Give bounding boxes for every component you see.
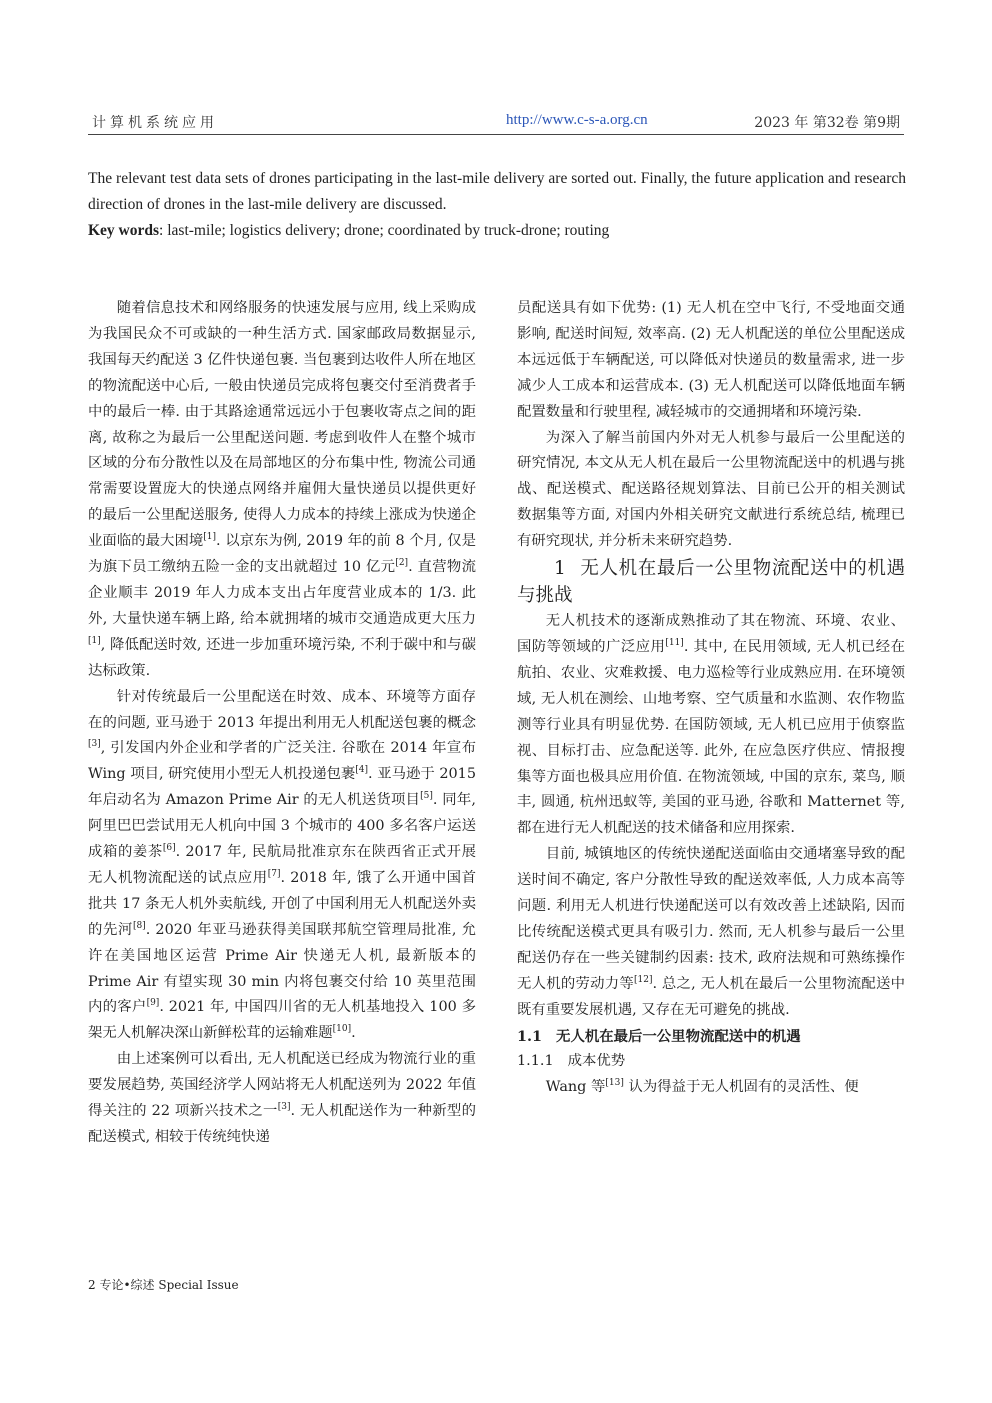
citation-link[interactable]: [7]: [267, 868, 281, 879]
paragraph: 随着信息技术和网络服务的快速发展与应用, 线上采购成为我国民众不可或缺的一种生活方式. 国家邮政局数据显示, 我国每天约配送 3 亿件快递包裹. 当包裹到达收件人所在地区的物流配送中心后, 一般由快递员完成将包裹交付至消费者手中的最后一棒. 由于其路途通常远远小于包裹收寄点之间的距离, 故称之为最后一公里配送问题. 考虑到收件人在整个城市区域的分布分散性以及在局部地区的分布集中性, 物流公司通常需要设置庞大的快递点网络并雇佣大量快递员以提供更好的最后一公里配送服务, 使得人力成本的持续上涨成为快递企业面临的最大困境[1]. 以京东为例, 2019 年的前 8 个月, 仅是为旗下员工缴纳五险一金的支出就超过 10 亿元[2]. 直营物流企业顺丰 2019 年人力成本支出占年度营业成本的 1/3. 此外, 大量快递车辆上路, 给本就拥堵的城市交通造成更大压力[1], 降低配送时效, 还进一步加重环境污染, 不利于碳中和与碳达标政策.: [88, 300, 476, 679]
section-heading: 1 无人机在最后一公里物流配送中的机遇与挑战: [517, 558, 905, 607]
issue-info: 2023 年 第32卷 第9期: [754, 115, 900, 131]
citation-link[interactable]: [5]: [420, 791, 433, 802]
citation-link[interactable]: [9]: [146, 998, 160, 1009]
paragraph: 为深入了解当前国内外对无人机参与最后一公里配送的研究情况, 本文从无人机在最后一公里物流配送中的机遇与挑战、配送模式、配送路径规划算法、目前已公开的相关测试数据集等方面, 对国内外相关研究文献进行系统总结, 梳理已有研究现状, 并分析未来研究趋势.: [517, 429, 905, 550]
keywords-text: : last-mile; logistics delivery; drone; coordinated by truck-drone; routing: [159, 222, 610, 239]
citation-link[interactable]: [1]: [203, 532, 217, 543]
abstract-text: The relevant test data sets of drones participating in the last-mile delivery are sorted out. Finally, the future application and research direction of drones in the last-mile delivery are discussed.: [88, 170, 906, 213]
citation-link[interactable]: [1]: [88, 635, 101, 646]
subsubsection-heading: 1.1.1 成本优势: [517, 1053, 626, 1070]
paragraph: 由上述案例可以看出, 无人机配送已经成为物流行业的重要发展趋势, 英国经济学人网站将无人机配送列为 2022 年值得关注的 22 项新兴技术之一[3]. 无人机配送作为一种新型的配送模式, 相较于传统纯快递: [88, 1051, 476, 1145]
journal-url-link[interactable]: http://www.c-s-a.org.cn: [506, 112, 648, 128]
header-divider: [88, 134, 904, 135]
paragraph: 无人机技术的逐渐成熟推动了其在物流、环境、农业、国防等领域的广泛应用[11]. 其中, 在民用领域, 无人机已经在航拍、农业、灾难救援、电力巡检等行业成熟应用. 在环境领域, 无人机在测绘、山地考察、空气质量和水监测、农作物监测等行业具有明显优势. 在国防领域, 无人机已应用于侦察监视、目标打击、应急配送等. 此外, 在应急医疗供应、情报搜集等方面也极具应用价值. 在物流领域, 中国的京东, 菜鸟, 顺丰, 圆通, 杭州迅蚁等, 美国的亚马逊, 谷歌和 Matternet 等, 都在进行无人机配送的技术储备和应用探索.: [517, 613, 905, 837]
citation-link[interactable]: [3]: [277, 1102, 291, 1113]
citation-link[interactable]: [6]: [162, 843, 176, 854]
journal-name: 计算机系统应用: [92, 115, 218, 131]
page-footer: 2 专论•综述 Special Issue: [88, 1278, 239, 1292]
citation-link[interactable]: [10]: [332, 1024, 352, 1035]
keywords-label: Key words: [88, 222, 160, 239]
citation-link[interactable]: [3]: [88, 739, 101, 750]
keywords-line: [88, 218, 906, 244]
left-column: [88, 296, 476, 1151]
paragraph: 针对传统最后一公里配送在时效、成本、环境等方面存在的问题, 亚马逊于 2013 年提出利用无人机配送包裹的概念[3], 引发国内外企业和学者的广泛关注. 谷歌在 2014 年宣布 Wing 项目, 研究使用小型无人机投递包裹[4]. 亚马逊于 2015 年启动名为 Amazon Prime Air 的无人机送货项目[5]. 同年, 阿里巴巴尝试用无人机向中国 3 个城市的 400 多名客户运送成箱的姜茶[6]. 2017 年, 民航局批准京东在陕西省正式开展无人机物流配送的试点应用[7]. 2018 年, 饿了么开通中国首批共 17 条无人机外卖航线, 开创了中国利用无人机配送外卖的先河[8]. 2020 年亚马逊获得美国联邦航空管理局批准, 允许在美国地区运营 Prime Air 快递无人机, 最新版本的 Prime Air 有望实现 30 min 内将包裹交付给 10 英里范围内的客户[9]. 2021 年, 中国四川省的无人机基地投入 100 多架无人机解决深山新鲜松茸的运输难题[10].: [88, 688, 476, 1042]
subsection-heading: 1.1 无人机在最后一公里物流配送中的机遇: [517, 1027, 801, 1045]
citation-link[interactable]: [12]: [634, 974, 653, 985]
paragraph: Wang 等[13] 认为得益于无人机固有的灵活性、便: [545, 1078, 859, 1096]
right-column: [517, 296, 905, 1101]
running-header: [88, 110, 904, 134]
citation-link[interactable]: [11]: [665, 637, 684, 648]
citation-link[interactable]: [8]: [132, 920, 146, 931]
citation-link[interactable]: [13]: [605, 1078, 624, 1089]
citation-link[interactable]: [4]: [355, 765, 369, 776]
abstract-block: [88, 166, 906, 244]
paragraph: 目前, 城镇地区的传统快递配送面临由交通堵塞导致的配送时间不确定, 客户分散性导致的配送效率低, 人力成本高等问题. 利用无人机进行快递配送可以有效改善上述缺陷, 因而比传统配送模式更具有吸引力. 然而, 无人机参与最后一公里配送仍存在一些关键制约因素: 技术, 政府法规和可熟练操作无人机的劳动力等[12]. 总之, 无人机在最后一公里物流配送中既有重要发展机遇, 又存在无可避免的挑战.: [517, 846, 905, 1018]
paragraph: 员配送具有如下优势: (1) 无人机在空中飞行, 不受地面交通影响, 配送时间短, 效率高. (2) 无人机配送的单位公里配送成本远远低于车辆配送, 可以降低对快递员的数量需求, 进一步减少人工成本和运营成本. (3) 无人机配送可以降低地面车辆配置数量和行驶里程, 减轻城市的交通拥堵和环境污染.: [517, 300, 905, 420]
citation-link[interactable]: [2]: [395, 558, 409, 569]
